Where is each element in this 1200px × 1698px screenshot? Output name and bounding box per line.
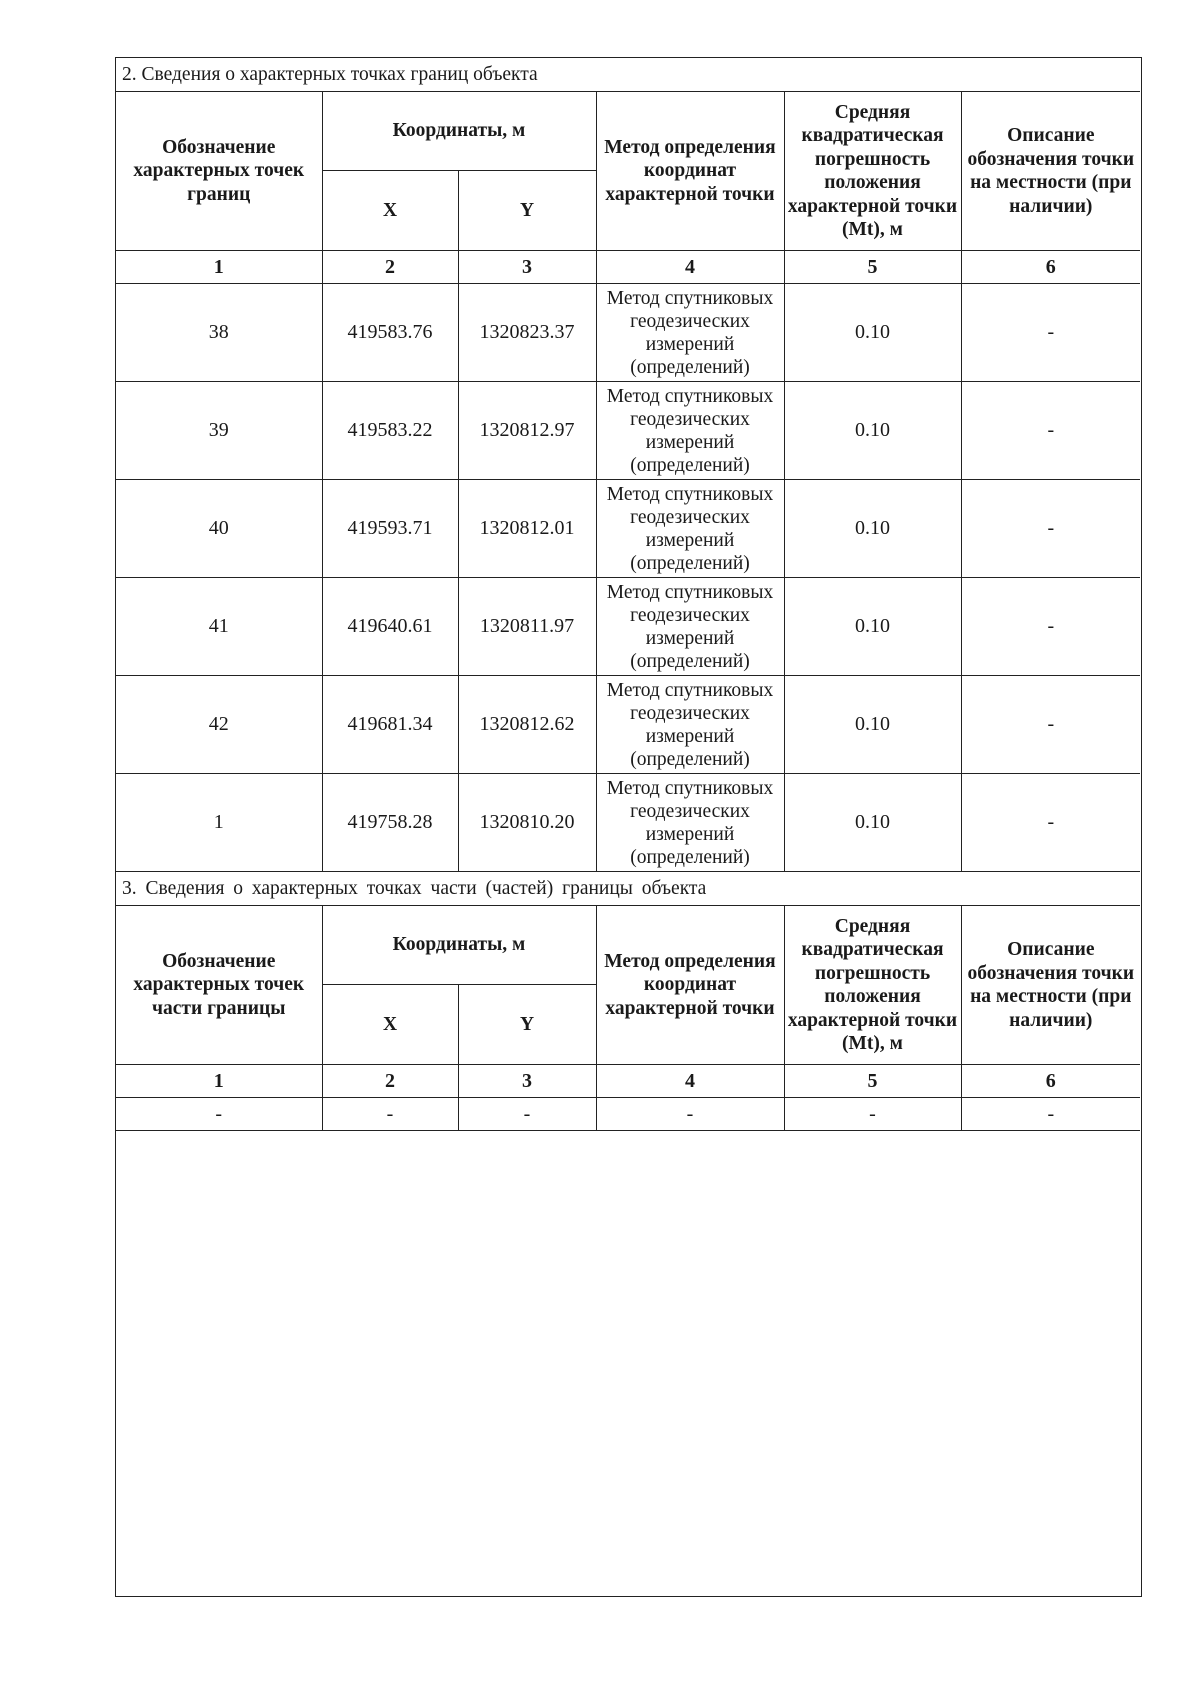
column-number: 5: [784, 251, 961, 284]
point-id: 40: [116, 480, 322, 578]
coord-y: 1320810.20: [458, 774, 596, 872]
table-row: [116, 480, 1140, 578]
point-description: -: [961, 480, 1140, 578]
section3-column-numbers: [116, 1065, 1140, 1098]
coord-y: 1320823.37: [458, 284, 596, 382]
method: Метод спутниковых геодезических измерений (определений): [596, 774, 784, 872]
mean-error: 0.10: [784, 382, 961, 480]
method: Метод спутниковых геодезических измерений (определений): [596, 676, 784, 774]
coord-x: 419640.61: [322, 578, 458, 676]
coord-x: 419593.71: [322, 480, 458, 578]
coord-x: -: [322, 1098, 458, 1131]
point-id: -: [116, 1098, 322, 1131]
column-number: 2: [322, 251, 458, 284]
mean-error: 0.10: [784, 578, 961, 676]
coord-y: -: [458, 1098, 596, 1131]
boundary-points-table: [116, 58, 1140, 1131]
section3-header-y: Y: [458, 985, 596, 1065]
section3-title: 3. Сведения о характерных точках части (частей) границы объекта: [116, 872, 1140, 906]
column-number: 5: [784, 1065, 961, 1098]
table-row: [116, 1098, 1140, 1131]
point-id: 38: [116, 284, 322, 382]
point-id: 1: [116, 774, 322, 872]
method: -: [596, 1098, 784, 1131]
mean-error: 0.10: [784, 774, 961, 872]
table-row: [116, 774, 1140, 872]
section3-header-x: X: [322, 985, 458, 1065]
section2-header-y: Y: [458, 171, 596, 251]
section2-header-method: Метод определения координат характерной точки: [596, 92, 784, 251]
point-description: -: [961, 676, 1140, 774]
section2-header-error: Средняя квадратическая погрешность положения характерной точки (Mt), м: [784, 92, 961, 251]
column-number: 3: [458, 251, 596, 284]
section3-header-point: Обозначение характерных точек части границы: [116, 906, 322, 1065]
section2-header-coords: Координаты, м: [322, 92, 596, 171]
table-row: [116, 676, 1140, 774]
coord-y: 1320811.97: [458, 578, 596, 676]
coord-y: 1320812.01: [458, 480, 596, 578]
point-description: -: [961, 382, 1140, 480]
point-id: 39: [116, 382, 322, 480]
point-description: -: [961, 1098, 1140, 1131]
point-description: -: [961, 284, 1140, 382]
coord-y: 1320812.97: [458, 382, 596, 480]
section2-column-numbers: [116, 251, 1140, 284]
section3-header-method: Метод определения координат характерной точки: [596, 906, 784, 1065]
section3-header-coords: Координаты, м: [322, 906, 596, 985]
point-description: -: [961, 774, 1140, 872]
section2-header-point: Обозначение характерных точек границ: [116, 92, 322, 251]
column-number: 3: [458, 1065, 596, 1098]
method: Метод спутниковых геодезических измерений (определений): [596, 284, 784, 382]
point-id: 42: [116, 676, 322, 774]
mean-error: 0.10: [784, 480, 961, 578]
coord-y: 1320812.62: [458, 676, 596, 774]
section2-header-x: X: [322, 171, 458, 251]
table-row: [116, 382, 1140, 480]
coord-x: 419583.76: [322, 284, 458, 382]
document-sheet: [115, 57, 1142, 1597]
column-number: 2: [322, 1065, 458, 1098]
mean-error: 0.10: [784, 284, 961, 382]
section2-title: 2. Сведения о характерных точках границ объекта: [116, 58, 1140, 92]
column-number: 4: [596, 251, 784, 284]
coord-x: 419681.34: [322, 676, 458, 774]
coord-x: 419583.22: [322, 382, 458, 480]
point-description: -: [961, 578, 1140, 676]
column-number: 1: [116, 1065, 322, 1098]
column-number: 4: [596, 1065, 784, 1098]
point-id: 41: [116, 578, 322, 676]
method: Метод спутниковых геодезических измерений (определений): [596, 382, 784, 480]
table-row: [116, 578, 1140, 676]
method: Метод спутниковых геодезических измерений (определений): [596, 480, 784, 578]
section2-header-desc: Описание обозначения точки на местности (при наличии): [961, 92, 1140, 251]
column-number: 1: [116, 251, 322, 284]
table-row: [116, 284, 1140, 382]
column-number: 6: [961, 1065, 1140, 1098]
mean-error: 0.10: [784, 676, 961, 774]
mean-error: -: [784, 1098, 961, 1131]
section3-header-desc: Описание обозначения точки на местности (при наличии): [961, 906, 1140, 1065]
coord-x: 419758.28: [322, 774, 458, 872]
section3-header-error: Средняя квадратическая погрешность положения характерной точки (Mt), м: [784, 906, 961, 1065]
method: Метод спутниковых геодезических измерений (определений): [596, 578, 784, 676]
column-number: 6: [961, 251, 1140, 284]
